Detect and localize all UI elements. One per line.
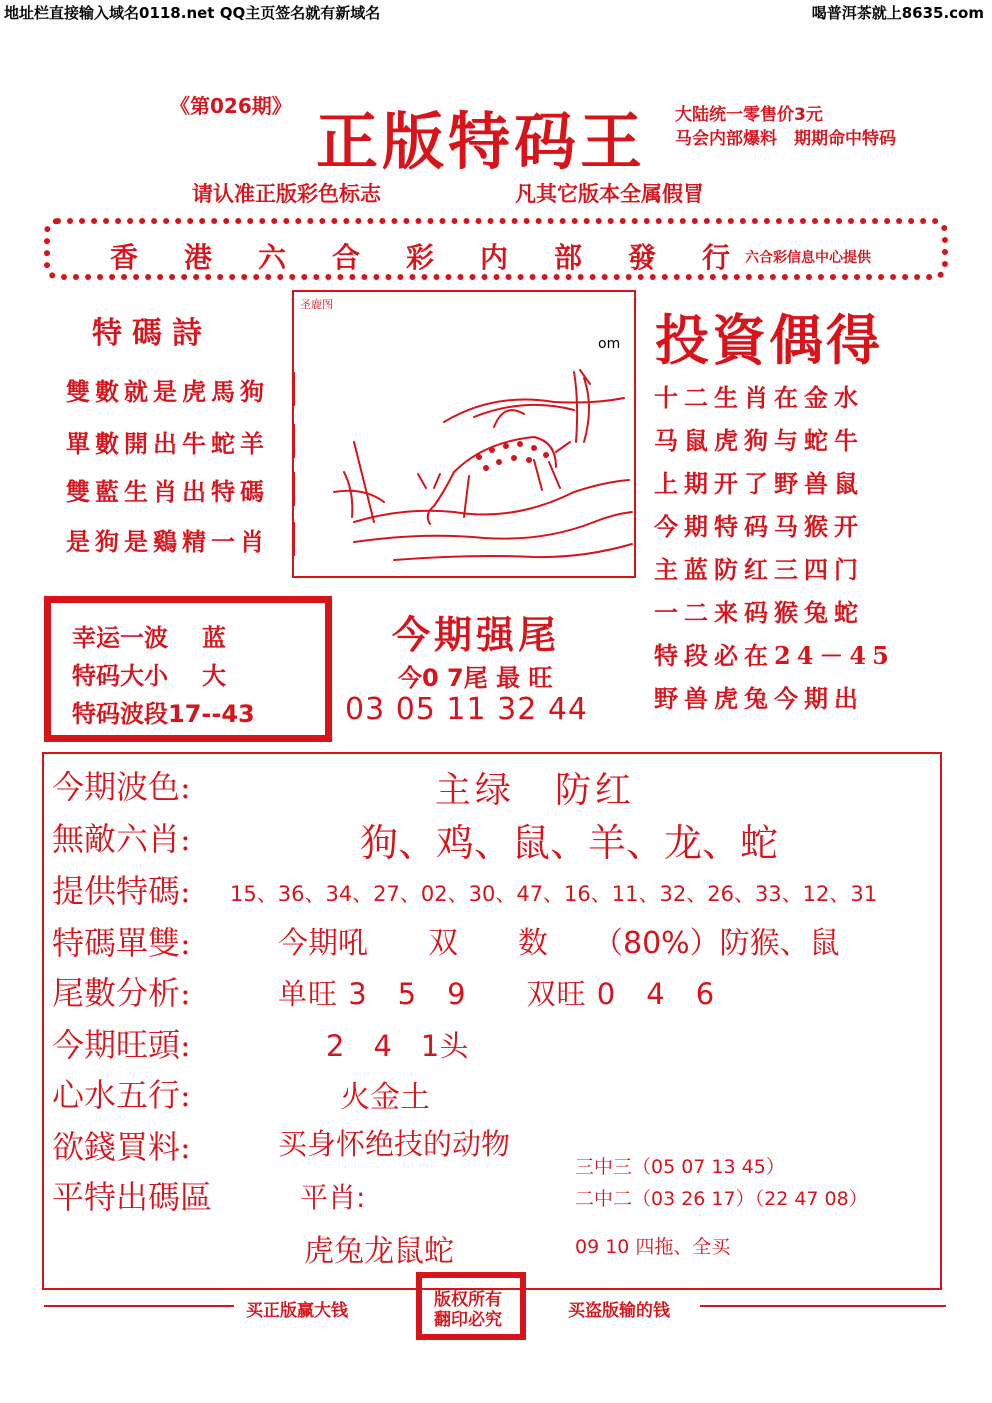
copyright-line: 翻印必究 — [434, 1310, 502, 1330]
lucky-label: 特码大小 — [72, 662, 168, 690]
invest-line: 一二来码猴兔蛇 — [654, 598, 864, 627]
footer-right: 买盗版输的钱 — [568, 1301, 670, 1321]
invest-line: 马鼠虎狗与蛇牛 — [654, 426, 864, 455]
head-label: 今期旺頭: — [52, 1026, 191, 1064]
head-value: 2 4 1头 — [326, 1029, 469, 1063]
buy-label: 欲錢買料: — [52, 1128, 191, 1166]
lucky-label: 幸运一波 — [72, 624, 168, 652]
invest-line: 野兽虎兔今期出 — [654, 684, 864, 713]
combo-line: 09 10 四拖、全买 — [575, 1236, 731, 1258]
deer-illustration — [292, 290, 636, 578]
banner-title: 香港六合彩内部發行 — [110, 241, 777, 274]
codes-value: 15、36、34、27、02、30、47、16、11、32、26、33、12、31 — [230, 882, 878, 906]
combo-line: 二中二（03 26 17）（22 47 08） — [575, 1188, 868, 1210]
invest-line: 主蓝防红三四门 — [654, 555, 864, 584]
divider — [700, 1305, 946, 1307]
six-zodiac-label: 無敵六肖: — [52, 820, 191, 858]
strong-tail-subtitle: 今0 7尾 最 旺 — [398, 664, 553, 692]
invest-line: 今期特码马猴开 — [654, 512, 864, 541]
flat-label: 平特出碼區 — [52, 1178, 213, 1216]
odd-even-label: 特碼單雙: — [52, 924, 191, 962]
lucky-value: 蓝 — [202, 624, 226, 652]
divider — [44, 1305, 234, 1307]
element-label: 心水五行: — [52, 1076, 191, 1114]
tail-label: 尾數分析: — [52, 974, 191, 1012]
banner-credit: 六合彩信息中心提供 — [745, 250, 871, 266]
strong-tail-numbers: 03 05 11 32 44 — [345, 692, 589, 727]
codes-label: 提供特碼: — [52, 872, 191, 910]
invest-title: 投資偶得 — [655, 308, 883, 372]
price-note: 大陆统一零售价3元 — [675, 105, 823, 125]
wave-value: 主绿 防红 — [435, 770, 636, 811]
odd-even-value: 今期吼 双 数 （80%）防猴、鼠 — [278, 926, 840, 961]
strong-tail-title: 今期强尾 — [392, 612, 561, 657]
invest-line: 上期开了野兽鼠 — [654, 469, 864, 498]
element-value: 火金土 — [340, 1080, 430, 1115]
lucky-size — [72, 656, 226, 691]
top-left-notice: 地址栏直接输入域名0118.net QQ主页签名就有新域名 — [4, 4, 381, 22]
page-title: 正版特码王 — [316, 105, 647, 178]
poem-line: 雙數就是虎馬狗 — [66, 377, 269, 406]
copyright-line: 版权所有 — [434, 1290, 502, 1310]
counterfeit-notice: 凡其它版本全属假冒 — [515, 182, 704, 206]
poem-line: 單數開出牛蛇羊 — [66, 429, 269, 458]
invest-line: 十二生肖在金水 — [654, 383, 864, 412]
issue-number: 《第026期》 — [170, 94, 292, 118]
top-right-notice: 喝普洱茶就上8635.com — [811, 4, 984, 22]
lucky-value: 大 — [202, 662, 226, 690]
lucky-wave — [72, 618, 226, 653]
lucky-label: 特码波段 — [72, 700, 168, 728]
poem-line: 雙藍生肖出特碼 — [66, 477, 269, 506]
picture-tag: 圣鹿图 — [300, 298, 333, 311]
combo-line: 三中三（05 07 13 45） — [575, 1156, 785, 1178]
flat-value: 平肖: — [300, 1181, 366, 1214]
picture-mark: om — [598, 336, 621, 352]
deer-drawing — [294, 292, 634, 576]
flat-zodiac: 虎兔龙鼠蛇 — [304, 1234, 454, 1269]
lucky-value: 17--43 — [168, 700, 255, 728]
buy-value: 买身怀绝技的动物 — [278, 1127, 511, 1161]
lucky-range — [72, 694, 255, 729]
authenticity-notice: 请认准正版彩色标志 — [192, 182, 381, 206]
tail-value: 单旺 3 5 9 双旺 0 4 6 — [278, 977, 716, 1011]
footer-left: 买正版赢大钱 — [246, 1301, 348, 1321]
wave-label: 今期波色: — [52, 768, 191, 806]
six-zodiac-value: 狗、鸡、鼠、羊、龙、蛇 — [360, 821, 779, 865]
poem-line: 是狗是鷄精一肖 — [66, 527, 269, 556]
tagline: 马会内部爆料 期期命中特码 — [675, 129, 896, 149]
poem-title: 特碼詩 — [92, 316, 212, 351]
invest-line: 特段必在24－45 — [654, 641, 895, 670]
